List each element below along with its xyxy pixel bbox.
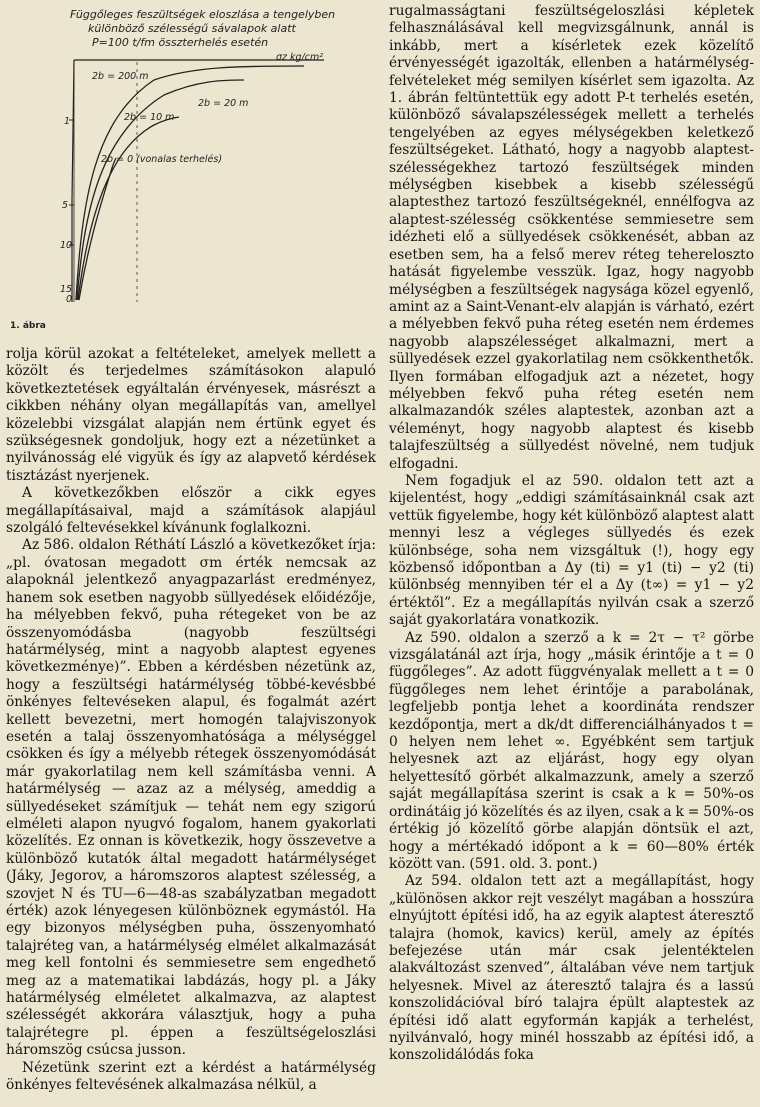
left-text-column: [6, 346, 376, 1094]
paragraph: rugalmasságtani feszültségeloszlási képletek felhasználásával kell megvizsgálnunk, annál is inkább, mert a kísérletek ezek közelítő érvényességét igazolták, ellenben a határmélység-felvételeket még semilyen kísérlet sem igazolta. Az 1. ábrán feltüntettük egy adott P-t terhelés esetén, különböző sávalapszélességek mellett a terhelés tengelyében az egyes mélységekben keletkező feszültségeket. Látható, hogy a nagyobb alaptest-szélességekhez tartozó feszültségek minden mélységben kisebbek a kisebb szélességű alaptesthez tartozó feszültségeknél, ennélfogva az alaptest-szélesség csökkentése semmiesetre sem idézheti elő a süllyedések csökkenését, abban az esetben sem, ha a felső merev réteg tehereloszto hatását figyelembe vesszük. Igaz, hogy nagyobb mélységben a feszültségek nagysága közel egyenlő, amint az a Saint-Venant-elv alapján is várható, ezért a mélyebben fekvő puha réteg esetén nem érdemes nagyobb alapszélességet alkalmazni, mert a süllyedések ezzel gyakorlatilag nem csökkenthetők. Ilyen formában elfogadjuk azt a nézetet, hogy mélyebben fekvő puha réteg esetén nem alkalmazandók széles alaptestek, azonban azt a véleményt, hogy nagyobb alaptest és kisebb talajfeszültség a süllyedést növelné, nem tudjuk elfogadni.: [389, 3, 754, 472]
axis-tick-label: 1: [64, 116, 71, 127]
paragraph: Nézetünk szerint ezt a kérdést a határmélység önkényes feltevésének alkalmazása nélkül, a: [6, 1059, 376, 1094]
axis-tick-label: 10: [60, 240, 73, 251]
curve-label-0: 2b = 0 (vonalas terhelés): [101, 154, 223, 165]
curve-2b-200m: [76, 66, 304, 300]
axis-tick-label: 5: [62, 200, 69, 211]
curve-label-20m: 2b = 20 m: [198, 98, 249, 109]
paragraph: A következőkben először a cikk egyes megállapításaival, majd a számítások alapjául szolgáló feltevésekkel kívánunk foglalkozni.: [6, 485, 376, 537]
paragraph: Nem fogadjuk el az 590. oldalon tett azt a kijelentést, hogy „eddigi számításainknál csak azt vettük figyelembe, hogy két különböző alaptest alatt mennyi lesz a végleges süllyedés és ezek különbsége, soha nem vizsgáltuk (!), hogy egy közbenső időpontban a Δy (ti) = y1 (ti) − y2 (ti) különbség mennyiben tér el a Δy (t∞) = y1 − y2 értéktől”. Ez a megállapítás nyilván csak a szerző saját gyakorlatára vonatkozik.: [389, 472, 754, 629]
curve-label-10m: 2b = 10 m: [124, 112, 175, 123]
figure-title-line-1: Függőleges feszültségek eloszlása a tengelyben: [70, 8, 336, 21]
figure-title-line-2: különböző szélességű sávalapok alatt: [88, 22, 296, 35]
axis-origin-label: 0: [66, 294, 73, 305]
axis-tick-label: 15: [60, 284, 73, 295]
paragraph: Az 586. oldalon Réthátí László a következőket írja: „pl. óvatosan megadott σm érték nemcsak az alapoknál jelentkező anyagpazarlást eredményez, hanem sok esetben nagyobb süllyedések előidézője, ha mélyebben fekvő, puha rétegeket von be az összenyomódásba (nagyobb feszültségi határmélység, mint a nagyobb alaptest egyenes következménye)”. Ebben a kérdésben nézetünk az, hogy a feszültségi határmélység többé-kevésbbé önkényes feltevéseken alapul, és fogalmát azért kellett bevezetni, mert homogén talajviszonyok esetén a talaj összenyomhatósága a mélységgel csökken és így a mélyebb rétegek összenyomódását már gyakorlatilag nem kell számításba venni. A határmélység — azaz az a mélység, ameddig a süllyedéseket számítjuk — tehát nem egy szigorú elméleti alapon nyugvó fogalom, hanem gyakorlati közelítés. Ez onnan is következik, hogy összevetve a különböző kutatók által megadott határmélységet (Jáky, Jegorov, a háromszoros alaptest szélesség, a szovjet N és TU—6—48-as szabályzatban megadott érték) azok lényegesen különböznek egymástól. Ha egy bizonyos mélységben puha, összenyomható talajréteg van, a határmélység elmélet alkalmazását meg kell fontolni és semmiesetre sem engedhető meg az a matematikai labdázás, hogy pl. a Jáky határmélység elméletet alkalmazva, az alaptest szélességét akkorára választjuk, hogy a puha talajrétegre pl. éppen a feszültségeloszlási háromszög csúcsa jusson.: [6, 537, 376, 1059]
figure-caption: 1. ábra: [10, 321, 46, 331]
curve-label-200m: 2b = 200 m: [92, 71, 149, 82]
right-text-column: [389, 3, 754, 1065]
curve-2b-0: [79, 158, 116, 300]
stress-distribution-figure: [4, 0, 372, 335]
paragraph: Az 594. oldalon tett azt a megállapítást, hogy „különösen akkor rejt veszélyt magában a hosszúra elnyújtott építési idő, ha az egyik alaptest áteresztő talajra (homok, kavics) kerül, amely az építés befejezése után már csak jelentéktelen alakváltozást szenved”, általában véve nem tartjuk helyesnek. Mivel az áteresztő talajra és a lassú konszolidációval bíró talajra épült alaptestek az építési idő alatt egyformán kapják a terhelést, nyilvánvaló, hogy minél hosszabb az építési idő, a konszolidálódás foka: [389, 873, 754, 1064]
paragraph: rolja körül azokat a feltételeket, amelyek mellett a közölt és terjedelmes számításokon alapuló következtetések egyáltalán érvényesek, másrészt a cikkben néhány olyan megállapítás van, amellyel közelebbi vizsgálat alapján nem értünk egyet és szükségesnek gondoljuk, hogy ezt a nézetünket a nyilvánosság elé vigyük és így az alapvető kérdések tisztázást nyerjenek.: [6, 346, 376, 484]
figure-title-line-3: P=100 t/fm összterhelés esetén: [92, 36, 269, 49]
paragraph: Az 590. oldalon a szerző a k = 2τ − τ² görbe vizsgálatánál azt írja, hogy „másik érintője a t = 0 függőleges”. Az adott függvényalak mellett a t = 0 függőleges nem lehet érintője a parabolának, legfeljebb pontja lehet a koordináta rendszer kezdőpontja, mert a dk/dt differenciálhányados t = 0 helyen nem lehet ∞. Egyébként sem tartjuk helyesnek azt az eljárást, hogy egy olyan helyettesítő görbét alkalmazzunk, amely a szerző saját megállapítása szerint is csak a k = 50%-os ordinátáig jó közelítés és az ilyen, csak a k = 50%-os értékig jó közelítő görbe alapján döntsük el azt, hogy a mértékadó időpont a k = 60—80% érték között van. (591. old. 3. pont.): [389, 629, 754, 872]
curve-2b-10m: [78, 117, 179, 300]
figure-unit-label: σz kg/cm²: [276, 52, 324, 63]
